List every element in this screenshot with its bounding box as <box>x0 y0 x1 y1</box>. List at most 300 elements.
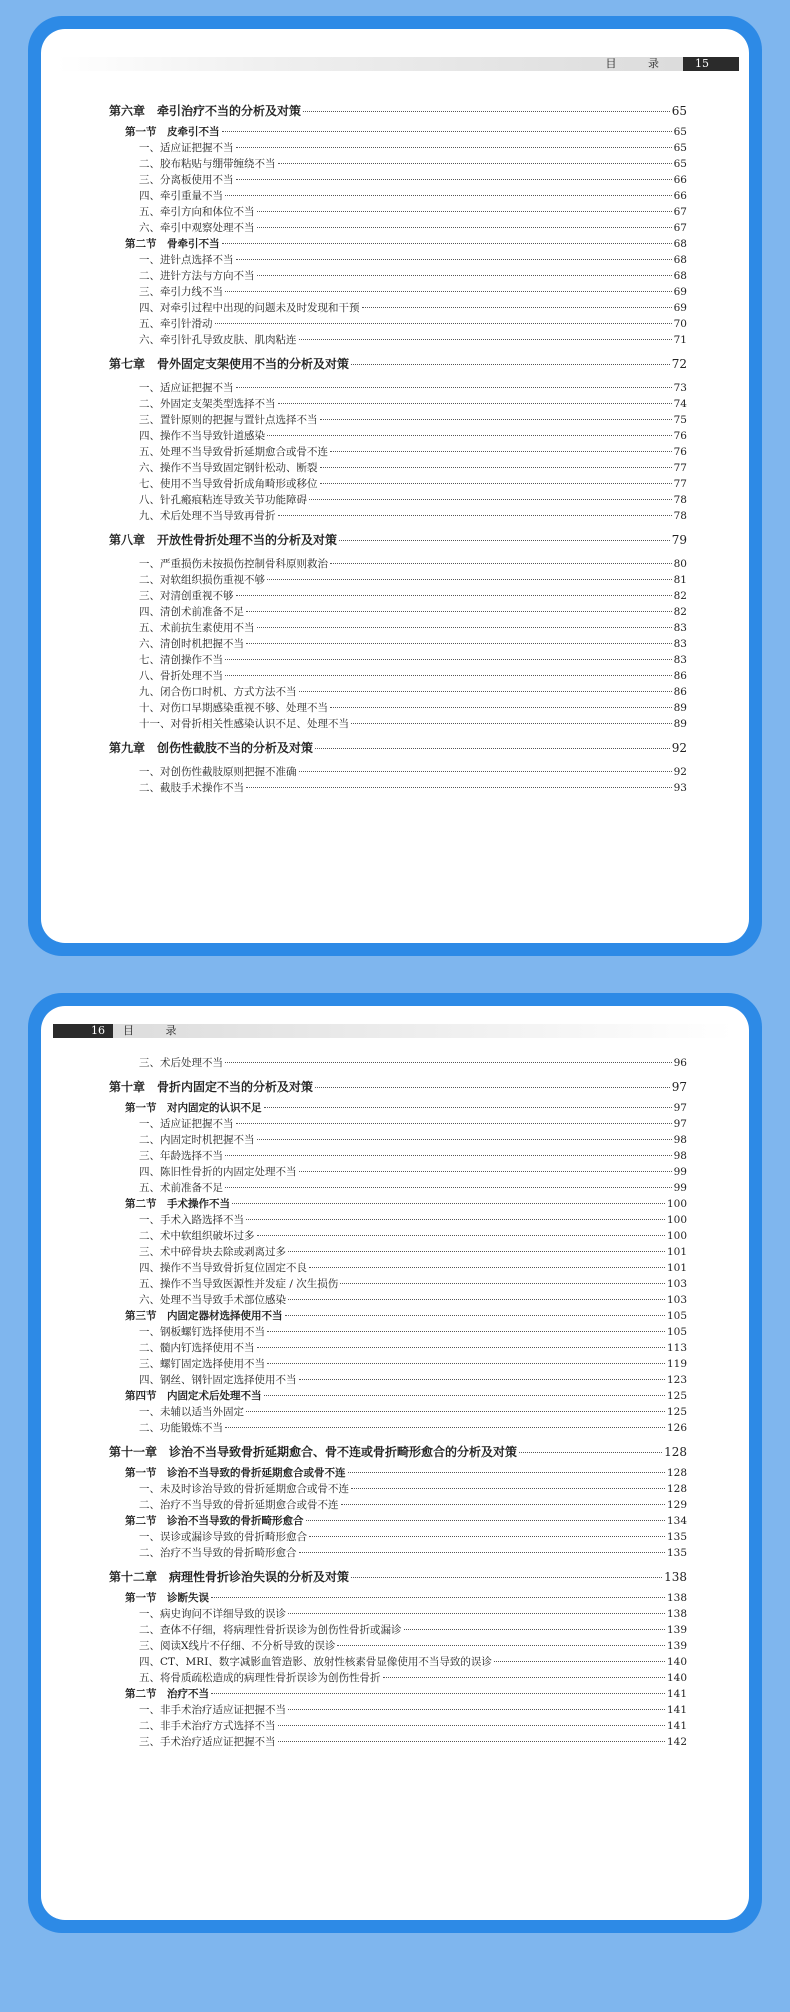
toc-entry-title: 第二节 治疗不当 <box>125 1688 209 1700</box>
toc-page-number: 71 <box>673 334 687 346</box>
toc-entry-title: 八、针孔瘢痕粘连导致关节功能障碍 <box>139 494 307 506</box>
toc-entry-title: 三、阅读X线片不仔细、不分析导致的误诊 <box>139 1640 336 1652</box>
dot-leader <box>299 691 672 692</box>
dot-leader <box>351 1577 662 1578</box>
toc-entry-title: 一、严重损伤未按损伤控制骨科原则救治 <box>139 558 328 570</box>
toc-item-row <box>109 1356 687 1372</box>
toc-page-number: 76 <box>673 446 687 458</box>
toc-item-row <box>109 572 687 588</box>
toc-page-number: 68 <box>673 270 687 282</box>
toc-chapter-row <box>109 738 687 758</box>
dot-leader <box>257 1235 665 1236</box>
dot-leader <box>288 1709 665 1710</box>
toc-page-number: 142 <box>666 1736 687 1748</box>
toc-entry-title: 九、闭合伤口时机、方式方法不当 <box>139 686 297 698</box>
toc-page-number: 139 <box>666 1624 687 1636</box>
toc-item-row <box>109 1132 687 1148</box>
dot-leader <box>278 403 672 404</box>
toc-entry-title: 六、清创时机把握不当 <box>139 638 244 650</box>
dot-leader <box>404 1629 665 1630</box>
toc-item-row <box>109 284 687 300</box>
toc-page-number: 77 <box>673 478 687 490</box>
toc-item-row <box>109 1340 687 1356</box>
toc-item-row <box>109 188 687 204</box>
toc-page-number: 101 <box>666 1246 687 1258</box>
toc-page-number: 83 <box>673 654 687 666</box>
toc-entry-title: 五、术前准备不足 <box>139 1182 223 1194</box>
toc-entry-title: 四、牵引重量不当 <box>139 190 223 202</box>
dot-leader <box>257 227 672 228</box>
toc-entry-title: 二、查体不仔细，将病理性骨折误诊为创伤性骨折或漏诊 <box>139 1624 402 1636</box>
toc-item-row <box>109 1276 687 1292</box>
dot-leader <box>309 1536 665 1537</box>
toc-entry-title: 第十一章 诊治不当导致骨折延期愈合、骨不连或骨折畸形愈合的分析及对策 <box>109 1445 518 1459</box>
toc-entry-title: 二、外固定支架类型选择不当 <box>139 398 276 410</box>
toc-item-row <box>109 1606 687 1622</box>
dot-leader <box>315 748 670 749</box>
toc-item-row <box>109 636 687 652</box>
toc-item-row <box>109 444 687 460</box>
dot-leader <box>330 707 672 708</box>
header-page-number: 15 <box>683 57 739 71</box>
dot-leader <box>330 451 672 452</box>
toc-page-number: 98 <box>673 1134 687 1146</box>
toc-entry-title: 第二节 骨牵引不当 <box>125 238 220 250</box>
toc-page-number: 96 <box>673 1057 687 1069</box>
dot-leader <box>225 291 672 292</box>
dot-leader <box>299 1552 665 1553</box>
toc-entry-title: 六、牵引针孔导致皮肤、肌肉粘连 <box>139 334 297 346</box>
dot-leader <box>236 595 672 596</box>
dot-leader <box>257 1139 672 1140</box>
toc-entry-title: 二、术中软组织破坏过多 <box>139 1230 255 1242</box>
dot-leader <box>278 1741 665 1742</box>
toc-item-row <box>109 172 687 188</box>
toc-page-number: 125 <box>666 1390 687 1402</box>
toc-item-row <box>109 268 687 284</box>
toc-entry-title: 四、CT、MRI、数字减影血管造影、放射性核素骨显像使用不当导致的误诊 <box>139 1656 492 1668</box>
dot-leader <box>267 1363 665 1364</box>
toc-entry-title: 四、对牵引过程中出现的问题未及时发现和干预 <box>139 302 360 314</box>
toc-entry-title: 第七章 骨外固定支架使用不当的分析及对策 <box>109 357 350 371</box>
toc-section-row <box>109 1308 687 1324</box>
dot-leader <box>225 659 672 660</box>
toc-chapter-row <box>109 530 687 550</box>
toc-page-number: 141 <box>666 1688 687 1700</box>
toc-entry-title: 二、治疗不当导致的骨折畸形愈合 <box>139 1547 297 1559</box>
toc-page-number: 138 <box>664 1570 687 1584</box>
toc-chapter-row <box>109 1442 687 1462</box>
toc-item-row <box>109 1212 687 1228</box>
toc-item-row <box>109 556 687 572</box>
dot-leader <box>267 435 672 436</box>
toc-page-number: 138 <box>666 1608 687 1620</box>
toc-page-number: 141 <box>666 1720 687 1732</box>
page-sheet <box>41 1006 749 1920</box>
toc-page-number: 67 <box>673 222 687 234</box>
toc-page-number: 138 <box>666 1592 687 1604</box>
dot-leader <box>299 771 672 772</box>
toc-item-row <box>109 764 687 780</box>
toc-entry-title: 第六章 牵引治疗不当的分析及对策 <box>109 104 302 118</box>
toc-page-number: 135 <box>666 1547 687 1559</box>
toc-entry-title: 第一节 皮牵引不当 <box>125 126 220 138</box>
toc-entry-title: 五、操作不当导致医源性并发症 / 次生损伤 <box>139 1278 339 1290</box>
dot-leader <box>320 467 672 468</box>
toc-entry-title: 一、适应证把握不当 <box>139 142 234 154</box>
dot-leader <box>278 515 672 516</box>
toc-section-row <box>109 1465 687 1481</box>
dot-leader <box>225 195 672 196</box>
toc-page-number: 128 <box>664 1445 687 1459</box>
toc-page-number: 78 <box>673 510 687 522</box>
toc-item-row <box>109 1497 687 1513</box>
toc-entry-title: 四、清创术前准备不足 <box>139 606 244 618</box>
toc-item-row <box>109 1404 687 1420</box>
toc-section-row <box>109 1100 687 1116</box>
dot-leader <box>339 540 670 541</box>
toc-page-number: 83 <box>673 622 687 634</box>
dot-leader <box>236 387 672 388</box>
toc-item-row <box>109 684 687 700</box>
toc-entry-title: 第九章 创伤性截肢不当的分析及对策 <box>109 741 314 755</box>
toc-item-row <box>109 460 687 476</box>
toc-item-row <box>109 700 687 716</box>
toc-entry-title: 二、对软组织损伤重视不够 <box>139 574 265 586</box>
toc-entry-title: 一、适应证把握不当 <box>139 1118 234 1130</box>
toc-entry-title: 六、操作不当导致固定钢针松动、断裂 <box>139 462 318 474</box>
toc-section-row <box>109 1388 687 1404</box>
toc-entry-title: 第十二章 病理性骨折诊治失误的分析及对策 <box>109 1570 350 1584</box>
dot-leader <box>225 1187 672 1188</box>
toc-item-row <box>109 620 687 636</box>
toc-entry-title: 一、进针点选择不当 <box>139 254 234 266</box>
toc-item-row <box>109 1654 687 1670</box>
toc-entry-title: 三、分离板使用不当 <box>139 174 234 186</box>
dot-leader <box>519 1452 662 1453</box>
toc-item-row <box>109 780 687 796</box>
toc-item-row <box>109 1260 687 1276</box>
toc-item-row <box>109 1670 687 1686</box>
dot-leader <box>211 1597 665 1598</box>
toc-entry-title: 一、钢板螺钉选择使用不当 <box>139 1326 265 1338</box>
toc-page-number: 134 <box>666 1515 687 1527</box>
toc-page-number: 105 <box>666 1310 687 1322</box>
toc-page-number: 97 <box>673 1118 687 1130</box>
toc-entry-title: 七、使用不当导致骨折成角畸形或移位 <box>139 478 318 490</box>
toc-entry-title: 一、手术入路选择不当 <box>139 1214 244 1226</box>
toc-page-number: 128 <box>666 1467 687 1479</box>
dot-leader <box>225 1062 672 1063</box>
toc-page-number: 70 <box>673 318 687 330</box>
dot-leader <box>299 339 672 340</box>
toc-item-row <box>109 476 687 492</box>
toc-entry-title: 二、截肢手术操作不当 <box>139 782 244 794</box>
toc-entry-title: 三、术后处理不当 <box>139 1057 223 1069</box>
dot-leader <box>303 111 670 112</box>
toc-entry-title: 六、处理不当导致手术部位感染 <box>139 1294 286 1306</box>
dot-leader <box>351 364 670 365</box>
dot-leader <box>306 1520 665 1521</box>
toc-item-row <box>109 140 687 156</box>
toc-page-number: 76 <box>673 430 687 442</box>
toc-page-number: 68 <box>673 238 687 250</box>
toc-entry-title: 四、陈旧性骨折的内固定处理不当 <box>139 1166 297 1178</box>
toc-page-number: 93 <box>673 782 687 794</box>
toc-entry-title: 二、功能锻炼不当 <box>139 1422 223 1434</box>
dot-leader <box>264 1107 672 1108</box>
toc-page-number: 100 <box>666 1214 687 1226</box>
toc-item-row <box>109 1055 687 1071</box>
toc-entry-title: 五、牵引方向和体位不当 <box>139 206 255 218</box>
toc-item-row <box>109 1529 687 1545</box>
toc-item-row <box>109 604 687 620</box>
dot-leader <box>215 323 672 324</box>
toc-entry-title: 第八章 开放性骨折处理不当的分析及对策 <box>109 533 338 547</box>
toc-page-number: 65 <box>671 104 687 118</box>
toc-entry-title: 三、术中碎骨块去除或剥离过多 <box>139 1246 286 1258</box>
dot-leader <box>246 611 672 612</box>
toc-item-row <box>109 1545 687 1561</box>
toc-entry-title: 二、治疗不当导致的骨折延期愈合或骨不连 <box>139 1499 339 1511</box>
toc-page-number: 65 <box>673 158 687 170</box>
dot-leader <box>246 1219 665 1220</box>
toc-item-row <box>109 508 687 524</box>
toc-item-row <box>109 1324 687 1340</box>
dot-leader <box>267 1331 665 1332</box>
toc-entry-title: 第四节 内固定术后处理不当 <box>125 1390 262 1402</box>
toc-entry-title: 一、适应证把握不当 <box>139 382 234 394</box>
toc-entry-title: 三、螺钉固定选择使用不当 <box>139 1358 265 1370</box>
toc-page-number: 81 <box>673 574 687 586</box>
toc-page-number: 77 <box>673 462 687 474</box>
dot-leader <box>236 179 672 180</box>
table-of-contents <box>109 101 687 796</box>
toc-entry-title: 十一、对骨折相关性感染认识不足、处理不当 <box>139 718 349 730</box>
header-title: 目 录 <box>123 1024 191 1037</box>
dot-leader <box>309 1267 665 1268</box>
toc-page-number: 78 <box>673 494 687 506</box>
toc-chapter-row <box>109 1077 687 1097</box>
dot-leader <box>246 1411 665 1412</box>
toc-entry-title: 二、胶布粘贴与绷带缠绕不当 <box>139 158 276 170</box>
toc-item-row <box>109 396 687 412</box>
toc-entry-title: 第二节 诊治不当导致的骨折畸形愈合 <box>125 1515 304 1527</box>
toc-item-row <box>109 1622 687 1638</box>
toc-page-number: 97 <box>671 1080 687 1094</box>
dot-leader <box>225 1427 665 1428</box>
toc-page-number: 65 <box>673 126 687 138</box>
page-sheet <box>41 29 749 943</box>
toc-page-number: 66 <box>673 174 687 186</box>
toc-page-number: 97 <box>673 1102 687 1114</box>
toc-page-number: 101 <box>666 1262 687 1274</box>
toc-item-row <box>109 1180 687 1196</box>
dot-leader <box>257 1347 665 1348</box>
dot-leader <box>320 483 672 484</box>
toc-entry-title: 六、牵引中观察处理不当 <box>139 222 255 234</box>
dot-leader <box>257 211 672 212</box>
toc-item-row <box>109 668 687 684</box>
toc-item-row <box>109 300 687 316</box>
toc-item-row <box>109 1718 687 1734</box>
dot-leader <box>257 627 672 628</box>
dot-leader <box>267 579 672 580</box>
dot-leader <box>340 1283 665 1284</box>
toc-page-number: 100 <box>666 1230 687 1242</box>
toc-entry-title: 三、置针原则的把握与置针点选择不当 <box>139 414 318 426</box>
toc-section-row <box>109 1513 687 1529</box>
toc-entry-title: 四、钢丝、钢针固定选择使用不当 <box>139 1374 297 1386</box>
toc-item-row <box>109 1228 687 1244</box>
toc-entry-title: 一、未辅以适当外固定 <box>139 1406 244 1418</box>
toc-chapter-row <box>109 354 687 374</box>
toc-item-row <box>109 1164 687 1180</box>
toc-page-number: 113 <box>666 1342 687 1354</box>
toc-chapter-row <box>109 101 687 121</box>
toc-entry-title: 四、操作不当导致针道感染 <box>139 430 265 442</box>
dot-leader <box>225 675 672 676</box>
toc-entry-title: 第一节 诊断失误 <box>125 1592 209 1604</box>
toc-entry-title: 一、非手术治疗适应证把握不当 <box>139 1704 286 1716</box>
dot-leader <box>348 1472 665 1473</box>
dot-leader <box>383 1677 665 1678</box>
toc-entry-title: 四、操作不当导致骨折复位固定不良 <box>139 1262 307 1274</box>
toc-page-number: 89 <box>673 702 687 714</box>
toc-item-row <box>109 1116 687 1132</box>
toc-entry-title: 七、清创操作不当 <box>139 654 223 666</box>
running-header <box>53 1024 733 1038</box>
toc-page-number: 72 <box>671 357 687 371</box>
toc-item-row <box>109 156 687 172</box>
toc-item-row <box>109 1372 687 1388</box>
toc-item-row <box>109 1734 687 1750</box>
toc-page-number: 86 <box>673 670 687 682</box>
toc-entry-title: 二、内固定时机把握不当 <box>139 1134 255 1146</box>
toc-page-number: 92 <box>673 766 687 778</box>
toc-page-number: 83 <box>673 638 687 650</box>
toc-section-row <box>109 1196 687 1212</box>
toc-chapter-row <box>109 1567 687 1587</box>
toc-page-number: 128 <box>666 1483 687 1495</box>
dot-leader <box>236 147 672 148</box>
toc-entry-title: 八、骨折处理不当 <box>139 670 223 682</box>
dot-leader <box>278 163 672 164</box>
toc-page-number: 86 <box>673 686 687 698</box>
toc-item-row <box>109 1420 687 1436</box>
toc-entry-title: 一、对创伤性截肢原则把握不准确 <box>139 766 297 778</box>
dot-leader <box>278 1725 665 1726</box>
dot-leader <box>232 1203 665 1204</box>
toc-page-number: 82 <box>673 590 687 602</box>
dot-leader <box>285 1315 665 1316</box>
toc-entry-title: 三、年龄选择不当 <box>139 1150 223 1162</box>
toc-page-number: 119 <box>666 1358 687 1370</box>
dot-leader <box>222 243 672 244</box>
toc-item-row <box>109 652 687 668</box>
toc-entry-title: 三、牵引力线不当 <box>139 286 223 298</box>
toc-item-row <box>109 1481 687 1497</box>
toc-item-row <box>109 588 687 604</box>
toc-page-number: 125 <box>666 1406 687 1418</box>
toc-entry-title: 第十章 骨折内固定不当的分析及对策 <box>109 1080 314 1094</box>
toc-page-number: 135 <box>666 1531 687 1543</box>
dot-leader <box>315 1087 670 1088</box>
dot-leader <box>299 1379 665 1380</box>
toc-entry-title: 一、病史询问不详细导致的误诊 <box>139 1608 286 1620</box>
toc-item-row <box>109 428 687 444</box>
toc-page-number: 89 <box>673 718 687 730</box>
toc-page-number: 80 <box>673 558 687 570</box>
toc-page-number: 92 <box>671 741 687 755</box>
toc-page-number: 65 <box>673 142 687 154</box>
dot-leader <box>257 275 672 276</box>
table-of-contents <box>109 1055 687 1750</box>
toc-item-row <box>109 1638 687 1654</box>
dot-leader <box>299 1171 672 1172</box>
toc-page-number: 139 <box>666 1640 687 1652</box>
toc-page-number: 67 <box>673 206 687 218</box>
toc-section-row <box>109 124 687 140</box>
dot-leader <box>337 1645 664 1646</box>
toc-page-number: 99 <box>673 1182 687 1194</box>
toc-item-row <box>109 412 687 428</box>
toc-entry-title: 第三节 内固定器材选择使用不当 <box>125 1310 283 1322</box>
toc-entry-title: 十、对伤口早期感染重视不够、处理不当 <box>139 702 328 714</box>
toc-page-number: 75 <box>673 414 687 426</box>
toc-item-row <box>109 1244 687 1260</box>
dot-leader <box>225 1155 672 1156</box>
toc-page-number: 98 <box>673 1150 687 1162</box>
toc-page-number: 68 <box>673 254 687 266</box>
toc-entry-title: 一、未及时诊治导致的骨折延期愈合或骨不连 <box>139 1483 349 1495</box>
toc-entry-title: 二、髓内钉选择使用不当 <box>139 1342 255 1354</box>
dot-leader <box>341 1504 665 1505</box>
toc-page-number: 73 <box>673 382 687 394</box>
running-header <box>57 57 739 71</box>
dot-leader <box>264 1395 665 1396</box>
dot-leader <box>246 787 672 788</box>
toc-item-row <box>109 204 687 220</box>
dot-leader <box>330 563 672 564</box>
toc-item-row <box>109 220 687 236</box>
toc-entry-title: 第一节 诊治不当导致的骨折延期愈合或骨不连 <box>125 1467 346 1479</box>
toc-item-row <box>109 332 687 348</box>
toc-entry-title: 九、术后处理不当导致再骨折 <box>139 510 276 522</box>
header-title: 目 录 <box>605 57 673 70</box>
dot-leader <box>246 643 672 644</box>
toc-page-number: 100 <box>666 1198 687 1210</box>
toc-entry-title: 三、手术治疗适应证把握不当 <box>139 1736 276 1748</box>
header-page-number: 16 <box>53 1024 113 1038</box>
dot-leader <box>236 259 672 260</box>
dot-leader <box>320 419 672 420</box>
toc-page-number: 126 <box>666 1422 687 1434</box>
dot-leader <box>362 307 672 308</box>
toc-page-number: 129 <box>666 1499 687 1511</box>
toc-page-number: 105 <box>666 1326 687 1338</box>
toc-section-row <box>109 1686 687 1702</box>
dot-leader <box>222 131 672 132</box>
toc-entry-title: 五、牵引针滑动 <box>139 318 213 330</box>
toc-page-number: 66 <box>673 190 687 202</box>
dot-leader <box>288 1613 665 1614</box>
toc-entry-title: 五、术前抗生素使用不当 <box>139 622 255 634</box>
dot-leader <box>236 1123 672 1124</box>
dot-leader <box>309 499 672 500</box>
toc-entry-title: 三、对清创重视不够 <box>139 590 234 602</box>
dot-leader <box>211 1693 665 1694</box>
